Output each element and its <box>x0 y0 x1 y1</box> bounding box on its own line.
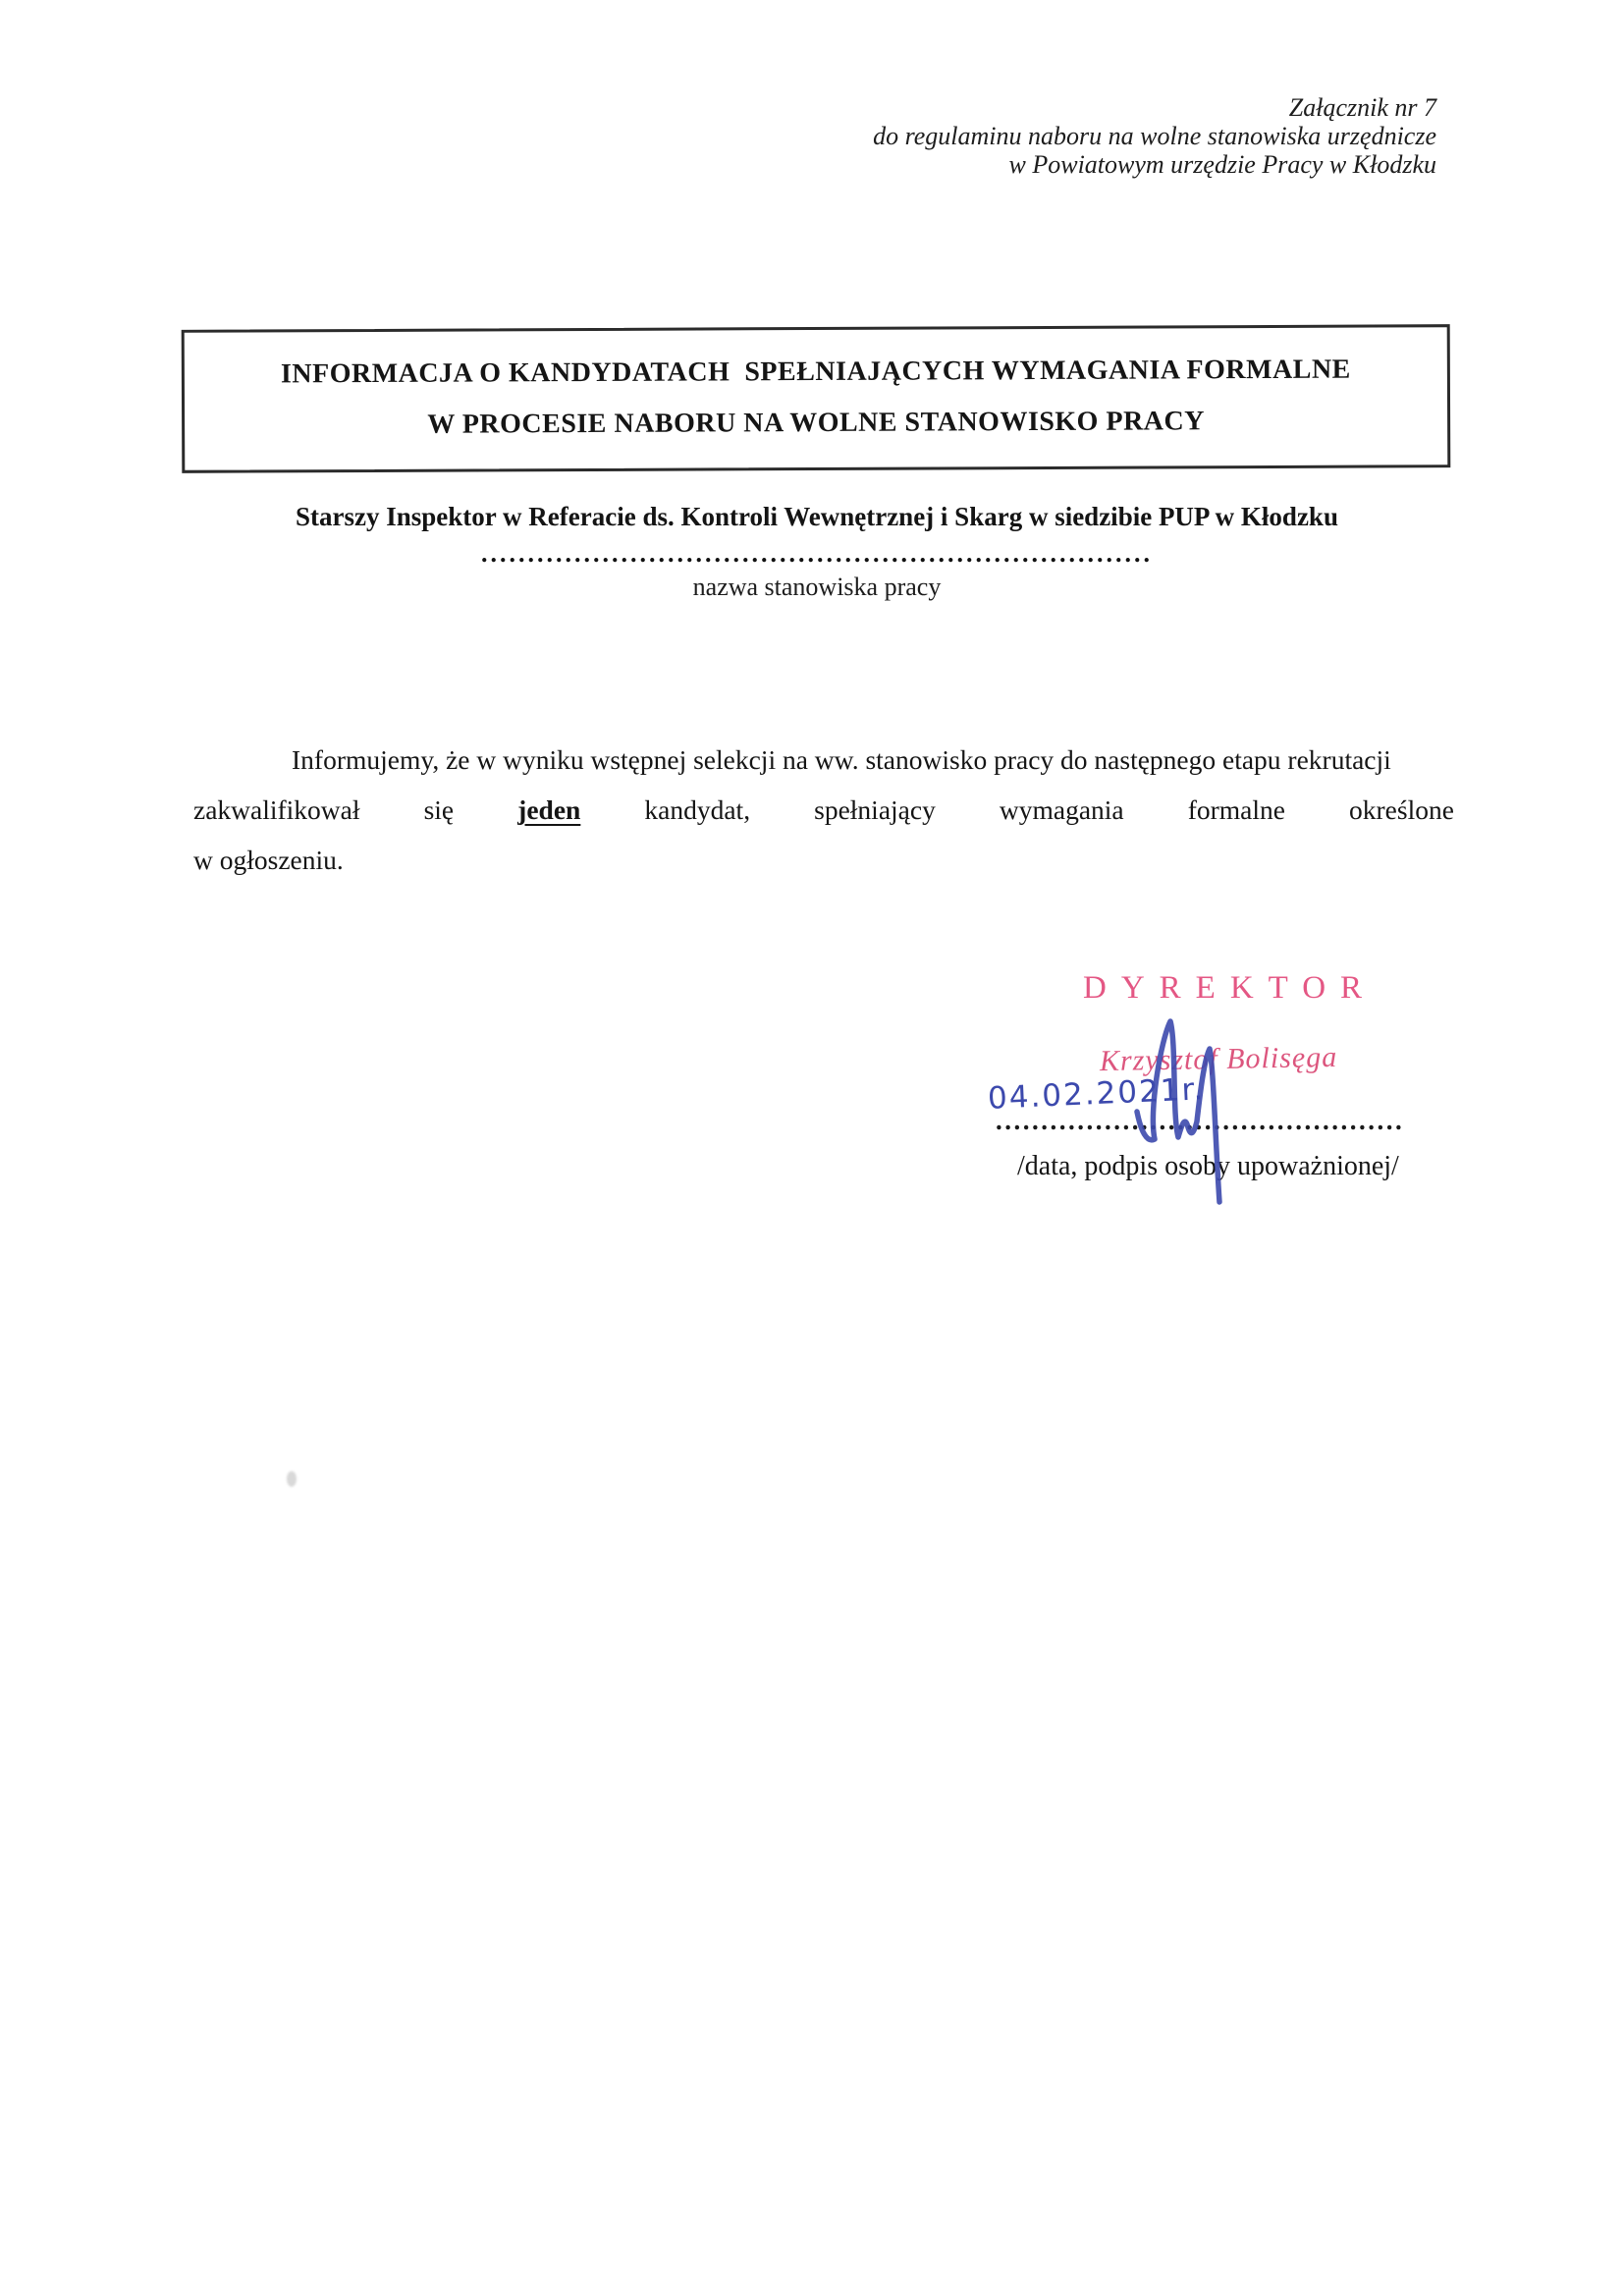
position-name: Starszy Inspektor w Referacie ds. Kontroli Wewnętrznej i Skarg w siedzibie PUP w Kłodzku <box>296 502 1338 531</box>
title-box <box>182 324 1451 473</box>
body-word: się <box>423 794 455 825</box>
signature-caption: /data, podpis osoby upoważnionej/ <box>1017 1151 1399 1181</box>
title-line1: INFORMACJA O KANDYDATACH SPEŁNIAJĄCYCH WYMAGANIA FORMALNE <box>280 354 1351 390</box>
scan-artifact <box>287 1471 297 1487</box>
attachment-note <box>873 93 1436 179</box>
director-stamp-name: Krzysztof Bolisęga <box>1099 1040 1338 1078</box>
title-line2: W PROCESIE NABORU NA WOLNE STANOWISKO PRACY <box>427 406 1205 440</box>
body-word: kandydat, <box>644 794 751 825</box>
body-word-emphasized: jeden <box>517 794 581 825</box>
body-line2 <box>193 794 1454 826</box>
signature-ink <box>1131 1017 1261 1204</box>
position-block <box>182 502 1452 602</box>
body-paragraph <box>193 744 1454 876</box>
signature-dotted-line: ............................................. <box>996 1106 1405 1135</box>
body-word: wymagania <box>999 794 1124 825</box>
body-word: określone <box>1349 794 1454 825</box>
body-word: formalne <box>1187 794 1285 825</box>
attachment-note-line3: w Powiatowym urzędzie Pracy w Kłodzku <box>1008 150 1436 179</box>
attachment-note-line1: Załącznik nr 7 <box>1288 93 1436 122</box>
body-line3: w ogłoszeniu. <box>193 845 344 875</box>
body-word: spełniający <box>814 794 936 825</box>
position-dotted-line: ........................................................................ <box>481 543 1153 565</box>
body-word: zakwalifikował <box>193 794 360 825</box>
handwritten-date: 04.02.2021r. <box>987 1071 1206 1117</box>
position-caption: nazwa stanowiska pracy <box>692 573 942 601</box>
attachment-note-line2: do regulaminu naboru na wolne stanowiska urzędnicze <box>873 122 1436 150</box>
director-stamp-title: DYREKTOR <box>1083 970 1378 1006</box>
body-line1: Informujemy, że w wyniku wstępnej selekcji na ww. stanowisko pracy do następnego etapu rekrutacji <box>292 744 1391 775</box>
